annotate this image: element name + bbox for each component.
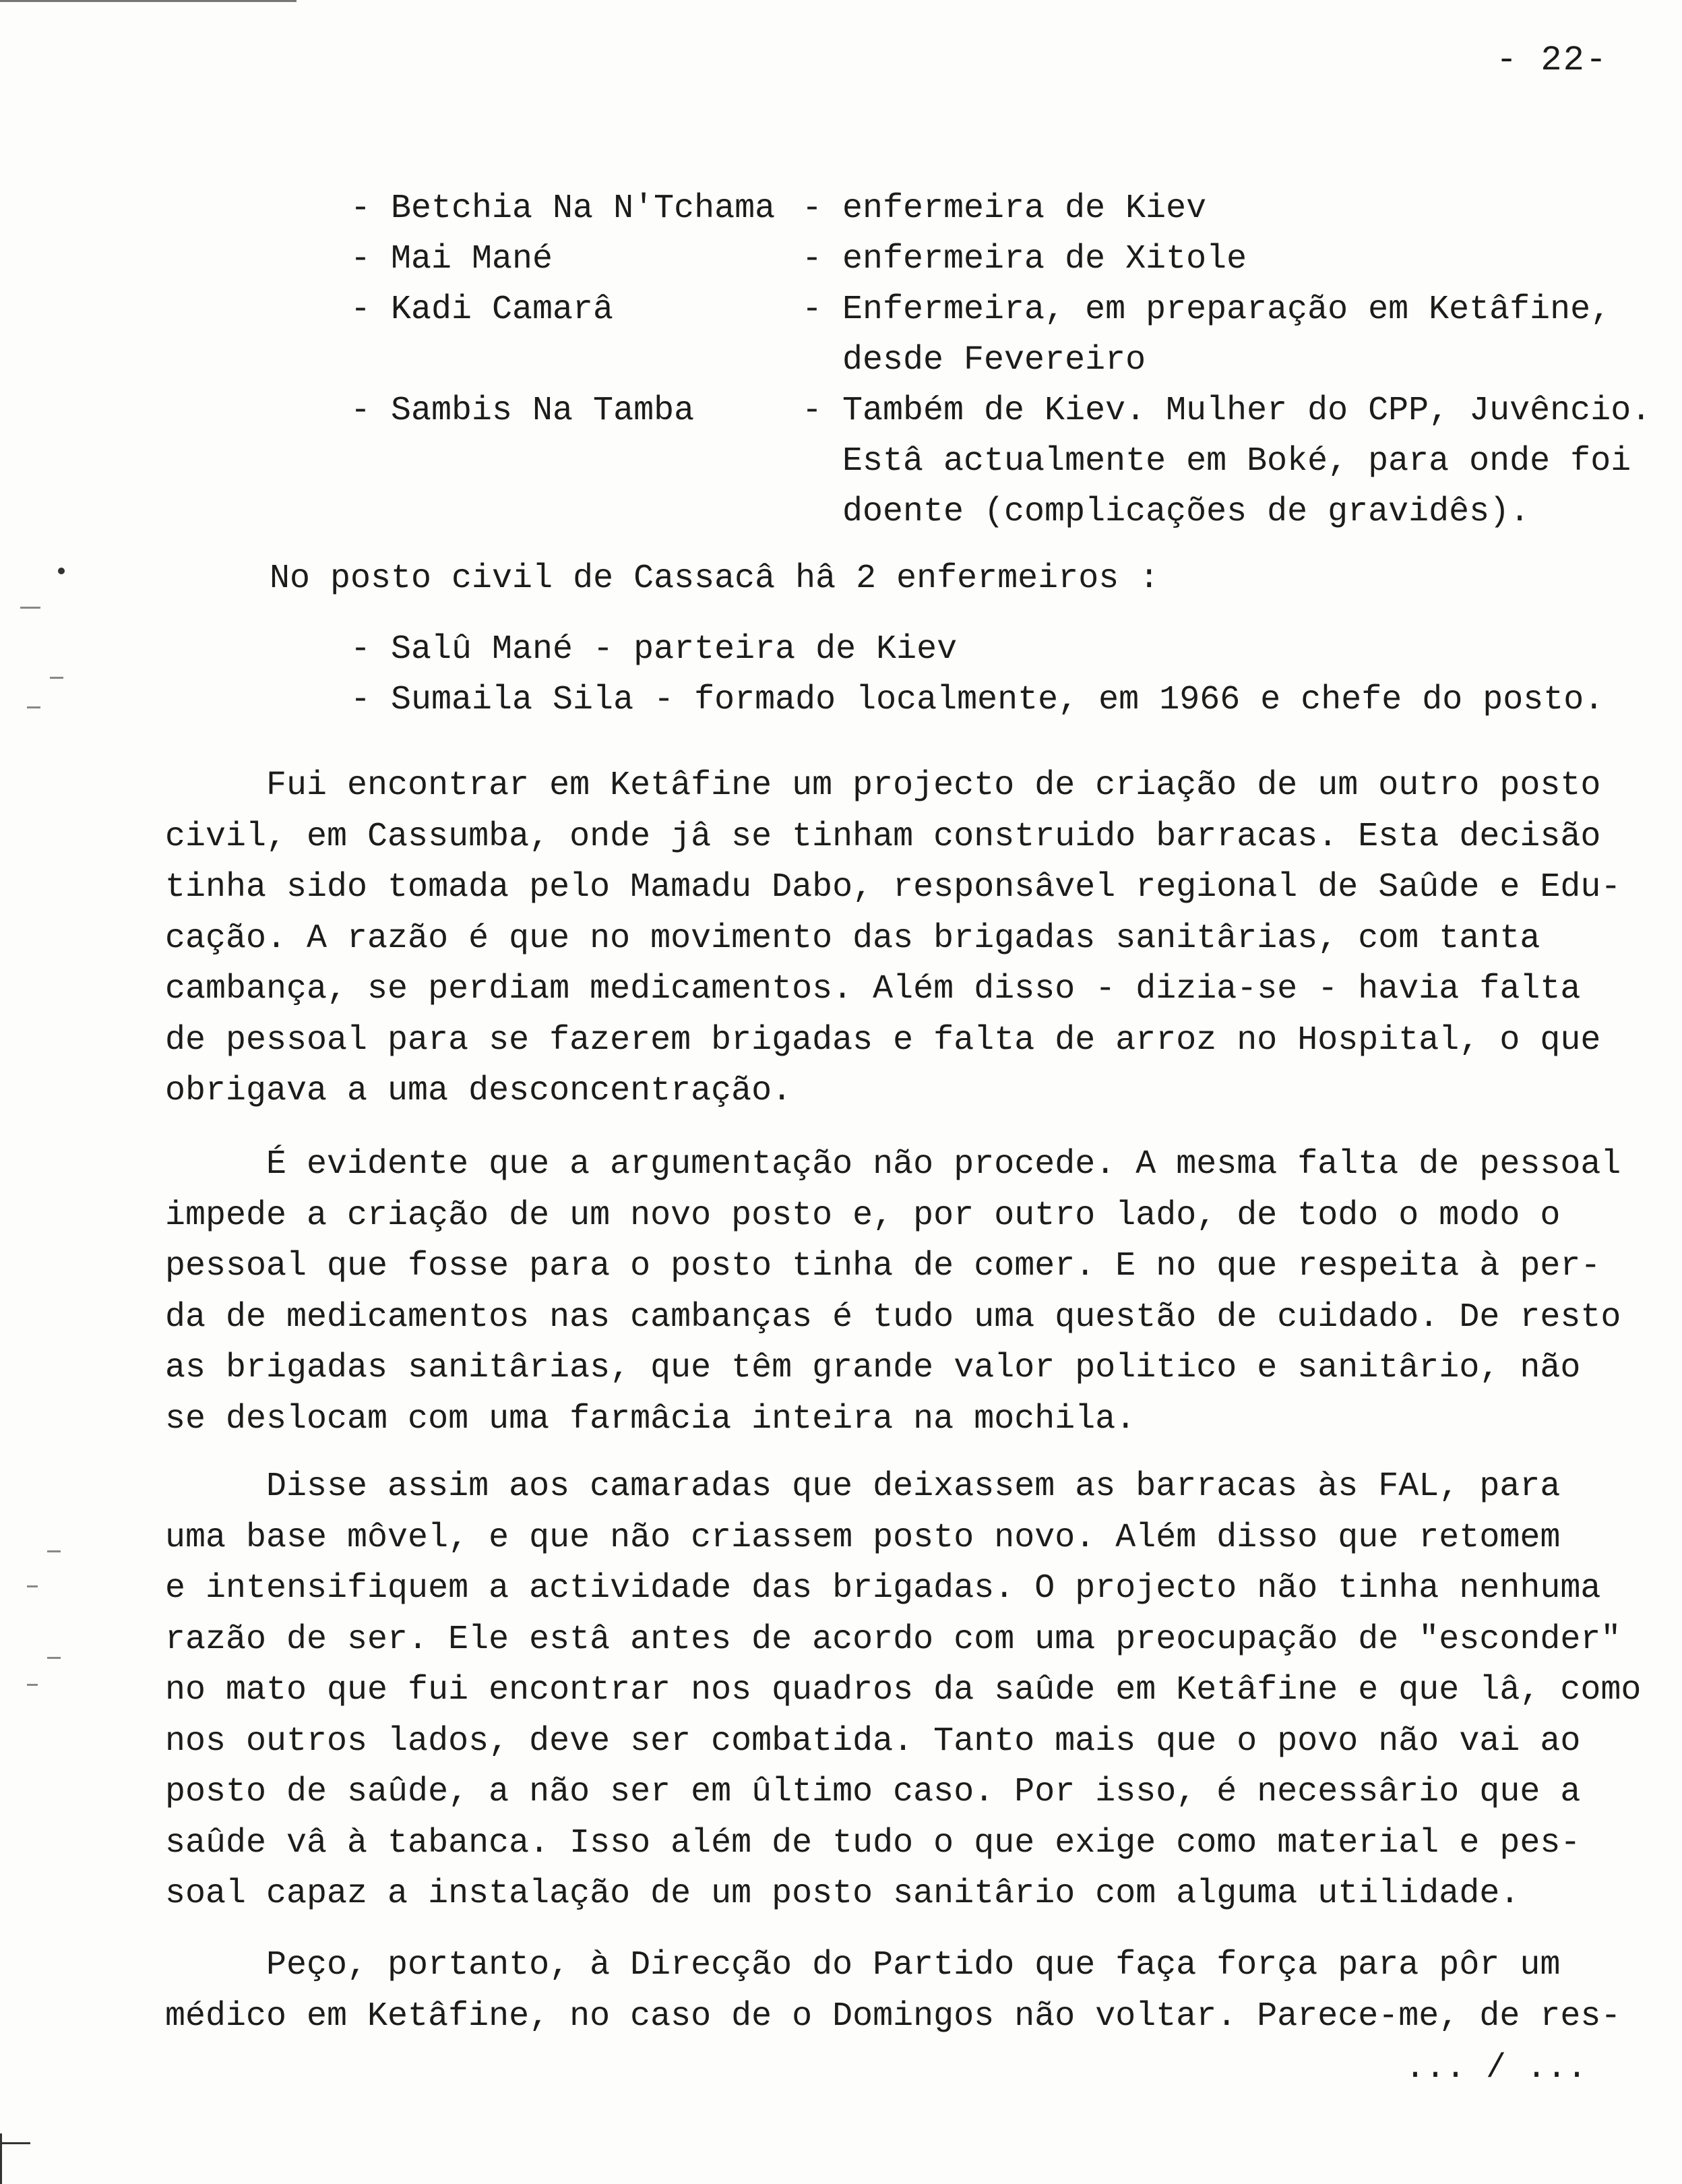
cassaca-item: - Sumaila Sila - formado localmente, em 1966 e chefe do posto. [350,681,1605,719]
staff-row [350,234,1664,284]
margin-tick [47,1550,61,1552]
text-line: pessoal que fosse para o posto tinha de comer. E no que respeita à per- [165,1247,1601,1285]
continuation-mark: ... / ... [1405,2049,1588,2088]
text-line: uma base môvel, e que não criassem posto novo. Além disso que retomem [165,1518,1561,1557]
staff-name: - Betchia Na N'Tchama [350,189,776,228]
text-line: Fui encontrar em Ketâfine um projecto de criação de um outro posto [165,766,1601,805]
staff-desc-line: - enfermeira de Kiev [802,189,1207,228]
margin-tick [27,1684,38,1686]
corner-mark [0,2133,22,2184]
staff-desc [802,234,1664,284]
cassaca-list [350,624,1604,725]
text-line: médico em Ketâfine, no caso de o Domingos não voltar. Parece-me, de res- [165,1997,1621,2036]
text-line: de pessoal para se fazerem brigadas e falta de arroz no Hospital, o que [165,1021,1601,1060]
text-line: Peço, portanto, à Direcção do Partido que faça força para pôr um [165,1946,1561,1984]
margin-tick [20,607,40,609]
page-number: - 22- [1496,40,1609,80]
staff-name: - Mai Mané [350,240,553,278]
text-line: Disse assim aos camaradas que deixassem as barracas às FAL, para [165,1467,1561,1506]
text-line: tinha sido tomada pelo Mamadu Dabo, responsâvel regional de Saûde e Edu- [165,868,1621,907]
text-line: impede a criação de um novo posto e, por outro lado, de todo o modo o [165,1196,1561,1235]
cassaca-item: - Salû Mané - parteira de Kiev [350,630,958,669]
paragraph-1 [165,760,1658,1117]
margin-tick [27,1585,38,1587]
staff-row [350,183,1664,234]
text-line: se deslocam com uma farmâcia inteira na mochila. [165,1399,1136,1438]
paragraph-3 [165,1461,1658,1920]
staff-desc-line: - Também de Kiev. Mulher do CPP, Juvêncio. [802,392,1652,430]
margin-tick [47,1657,61,1659]
staff-list [350,183,1664,537]
staff-row [350,284,1664,386]
margin-dot [58,568,65,574]
paragraph-4 [165,1940,1658,2042]
text-line: obrigava a uma desconcentração. [165,1072,792,1110]
staff-name: - Sambis Na Tamba [350,392,695,430]
corner-mark [0,2142,30,2144]
text-line: soal capaz a instalação de um posto sanitârio com alguma utilidade. [165,1875,1520,1913]
text-line: É evidente que a argumentação não procede. A mesma falta de pessoal [165,1145,1621,1184]
staff-desc [802,183,1664,234]
staff-desc-line: Estâ actualmente em Boké, para onde foi [802,442,1631,481]
cassaca-intro: No posto civil de Cassacâ hâ 2 enfermeiros : [270,559,1160,598]
staff-desc-line: doente (complicações de gravidês). [802,493,1530,531]
staff-desc [802,386,1664,537]
text-line: nos outros lados, deve ser combatida. Tanto mais que o povo não vai ao [165,1722,1581,1761]
text-line: da de medicamentos nas cambanças é tudo uma questão de cuidado. De resto [165,1298,1621,1337]
text-line: cambança, se perdiam medicamentos. Além disso - dizia-se - havia falta [165,970,1581,1008]
text-line: razão de ser. Ele estâ antes de acordo com uma preocupação de "esconder" [165,1620,1621,1659]
text-line: posto de saûde, a não ser em ûltimo caso. Por isso, é necessârio que a [165,1773,1581,1811]
text-line: cação. A razão é que no movimento das brigadas sanitârias, com tanta [165,919,1540,958]
margin-tick [27,706,40,708]
text-line: saûde vâ à tabanca. Isso além de tudo o que exige como material e pes- [165,1823,1581,1862]
staff-desc-line: - Enfermeira, em preparação em Ketâfine, [802,291,1611,329]
staff-row [350,386,1664,537]
margin-tick [50,677,63,679]
text-line: e intensifiquem a actividade das brigadas. O projecto não tinha nenhuma [165,1569,1601,1608]
staff-desc [802,284,1664,386]
staff-desc-line: desde Fevereiro [802,341,1146,380]
text-line: civil, em Cassumba, onde jâ se tinham construido barracas. Esta decisão [165,817,1601,856]
paragraph-2 [165,1139,1658,1445]
staff-desc-line: - enfermeira de Xitole [802,240,1247,278]
text-line: no mato que fui encontrar nos quadros da saûde em Ketâfine e que lâ, como [165,1671,1642,1709]
staff-name: - Kadi Camarâ [350,291,614,329]
text-line: as brigadas sanitârias, que têm grande valor politico e sanitârio, não [165,1349,1581,1387]
top-edge-line [0,0,297,2]
